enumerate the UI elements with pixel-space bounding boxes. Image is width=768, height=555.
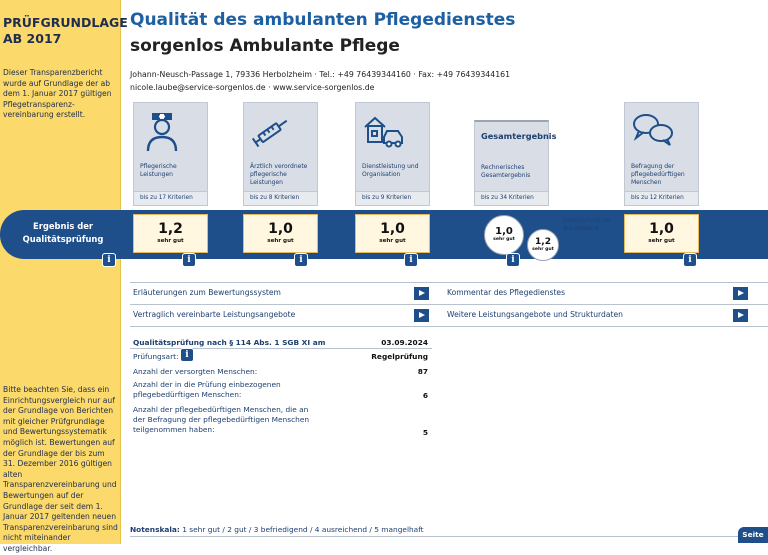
score-text: sehr gut: [379, 238, 406, 244]
score-text: sehr gut: [648, 238, 675, 244]
link-kommentar[interactable]: Kommentar des Pflegedienstes: [447, 288, 566, 297]
category-label: Ärztlich verordnete pflegerische Leistungen: [250, 163, 308, 186]
house-car-icon: [362, 109, 406, 153]
score-value: 1,0: [268, 221, 293, 237]
info-icon[interactable]: i: [102, 253, 116, 267]
page-title: Qualität des ambulanten Pflegedienstes: [130, 10, 516, 30]
info-icon[interactable]: i: [294, 253, 308, 267]
play-arrow-icon[interactable]: [414, 309, 429, 322]
score-value: 1,0: [495, 226, 513, 237]
score-gesamtergebnis: [484, 215, 524, 255]
result-band-label: Ergebnis der Qualitätsprüfung: [22, 221, 104, 244]
score-befragung: [624, 214, 699, 253]
criteria-count: bis zu 12 Kriterien: [625, 191, 698, 205]
category-card-dienstleistung: [355, 102, 430, 206]
audit-date: 03.09.2024: [381, 338, 428, 347]
included-label: Anzahl der in die Prüfung einbezogenen pflegebedürftigen Menschen:: [133, 380, 281, 399]
score-value: 1,2: [535, 237, 551, 247]
criteria-count: bis zu 8 Kriterien: [244, 191, 317, 205]
served-label: Anzahl der versorgten Menschen:: [133, 367, 258, 376]
info-icon[interactable]: i: [182, 253, 196, 267]
score-dienstleistung: [355, 214, 430, 253]
sidebar-title: PRÜFGRUNDLAGE AB 2017: [3, 15, 128, 46]
syringe-icon: [250, 109, 294, 153]
criteria-count: bis zu 34 Kriterien: [475, 191, 548, 205]
info-icon[interactable]: i: [506, 253, 520, 267]
contact-block: [130, 68, 510, 94]
divider: [130, 304, 768, 305]
score-value: 1,0: [649, 221, 674, 237]
state-average-label: Durchschnitt im Bundesland: [563, 217, 611, 232]
gesamtergebnis-title: Gesamtergebnis: [481, 131, 557, 141]
score-text: sehr gut: [157, 238, 184, 244]
category-card-befragung: [624, 102, 699, 206]
info-icon[interactable]: i: [180, 348, 194, 362]
criteria-count: bis zu 9 Kriterien: [356, 191, 429, 205]
divider: [130, 536, 738, 537]
play-arrow-icon[interactable]: [733, 309, 748, 322]
category-label: Dienstleistung und Organisation: [362, 163, 419, 178]
audit-type: Regelprüfung: [371, 352, 428, 361]
divider: [130, 326, 768, 327]
surveyed-label: Anzahl der pflegebedürftigen Menschen, die an der Befragung der pflegebedürftigen Menschen teilgenommen haben:: [133, 405, 310, 434]
speech-bubbles-icon: [631, 109, 675, 153]
category-card-gesamtergebnis: [474, 120, 557, 206]
score-text: sehr gut: [267, 238, 294, 244]
score-value: 1,0: [380, 221, 405, 237]
score-aerztlich: [243, 214, 318, 253]
sidebar-note: Bitte beachten Sie, dass ein Einrichtungsvergleich nur auf der Grundlage von Berichten mit gleicher Prüfgrundlage und Bewertungssystematik möglich ist. Bewertungen auf der Grundlage der bis zum 31. Dezember 2016 gültigen alten Transparenzvereinbarung und Bewertungen auf der Grundlage der seit dem 1. Januar 2017 geltenden neuen Transparenzvereinbarung sind nicht miteinander vergleichbar.: [3, 385, 118, 553]
category-label: Pflegerische Leistungen: [140, 163, 177, 178]
divider: [130, 348, 432, 349]
score-state-average: [527, 229, 559, 261]
audit-label: Qualitätsprüfung nach § 114 Abs. 1 SGB XI am: [133, 338, 326, 347]
category-label: Rechnerisches Gesamtergebnis: [481, 164, 531, 179]
play-arrow-icon[interactable]: [414, 287, 429, 300]
criteria-count: bis zu 17 Kriterien: [134, 191, 207, 205]
play-arrow-icon[interactable]: [733, 287, 748, 300]
divider: [130, 282, 768, 283]
audit-type-label: Prüfungsart:: [133, 352, 179, 361]
provider-name: sorgenlos Ambulante Pflege: [130, 36, 400, 56]
category-card-aerztlich: [243, 102, 318, 206]
grade-scale: [130, 525, 424, 534]
link-leistungsangebote[interactable]: Vertraglich vereinbarte Leistungsangebote: [133, 310, 296, 319]
category-label: Befragung der pflegebedürftigen Menschen: [631, 163, 685, 186]
served-value: 87: [417, 367, 428, 376]
info-icon[interactable]: i: [683, 253, 697, 267]
score-text: sehr gut: [493, 237, 515, 242]
surveyed-value: 5: [422, 428, 428, 437]
page-button[interactable]: Seite: [738, 527, 768, 543]
included-value: 6: [422, 391, 428, 400]
score-value: 1,2: [158, 221, 183, 237]
link-bewertungssystem[interactable]: Erläuterungen zum Bewertungssystem: [133, 288, 281, 297]
sidebar: [0, 0, 128, 553]
grade-scale-values: 1 sehr gut / 2 gut / 3 befriedigend / 4 ausreichend / 5 mangelhaft: [182, 525, 424, 534]
web-line: nicole.laube@service-sorgenlos.de · www.service-sorgenlos.de: [130, 83, 375, 92]
nurse-icon: [140, 109, 184, 153]
score-text: sehr gut: [532, 247, 554, 252]
score-pflegerische: [133, 214, 208, 253]
address-line: Johann-Neusch-Passage 1, 79336 Herbolzheim · Tel.: +49 76439344160 · Fax: +49 76439344161: [130, 70, 511, 79]
link-strukturdaten[interactable]: Weitere Leistungsangebote und Strukturdaten: [447, 310, 623, 319]
category-card-pflegerische: [133, 102, 208, 206]
grade-scale-label: Notenskala:: [130, 525, 180, 534]
info-icon[interactable]: i: [404, 253, 418, 267]
sidebar-intro: Dieser Transparenzbericht wurde auf Grundlage der ab dem 1. Januar 2017 gültigen Pflegetransparenz-vereinbarung erstellt.: [3, 68, 112, 120]
